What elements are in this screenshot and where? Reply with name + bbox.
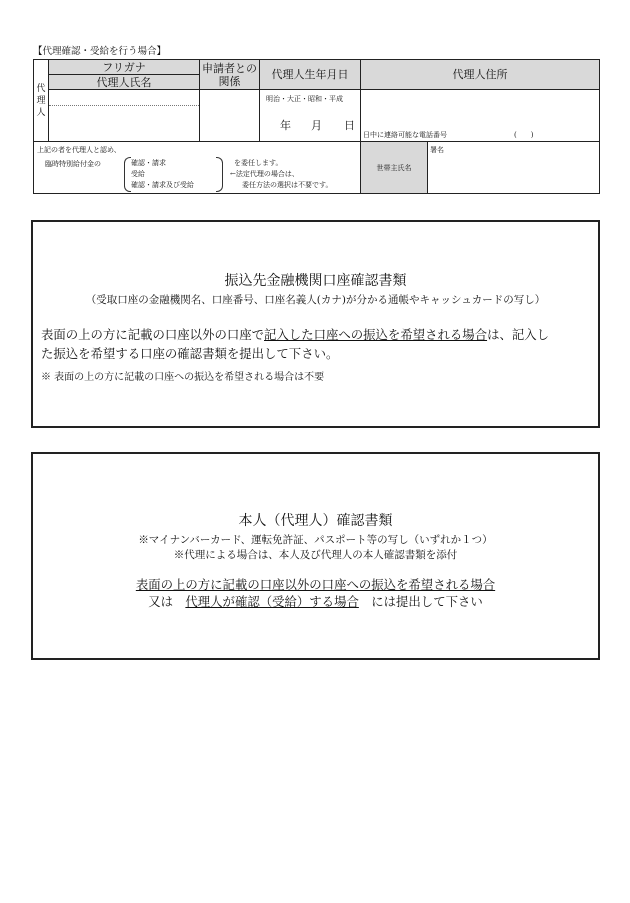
relation-header: 申請者との 関係 (200, 60, 260, 90)
bank-box-subtitle: （受取口座の金融機関名、口座番号、口座名義人(カナ)が分かる通帳やキャッシュカードの写し） (85, 294, 546, 306)
delegate-text: を委任します。 (234, 159, 283, 167)
option-confirm-request-receive[interactable]: 確認・請求及び受給 (131, 181, 194, 189)
id-box-line1: ※マイナンバーカード、運転免許証、パスポート等の写し（いずれか１つ） (138, 534, 493, 546)
birthdate-header: 代理人生年月日 (260, 60, 361, 90)
id-box-line3: 表面の上の方に記載の口座以外の口座への振込を希望される場合 (135, 577, 496, 592)
id-box-title: 本人（代理人）確認書類 (238, 513, 393, 529)
id-box-line4: 又は 代理人が確認（受給）する場合 には提出して下さい (148, 594, 483, 609)
option-confirm-request[interactable]: 確認・請求 (131, 159, 166, 167)
bank-box-note: ※ 表面の上の方に記載の口座への振込を希望される場合は不要 (41, 372, 325, 383)
delegation-intro: 上記の者を代理人と認め、 (37, 146, 121, 154)
householder-label: 世帯主氏名 (361, 142, 428, 194)
bank-box-body-line2: た振込を希望する口座の確認書類を提出して下さい。 (41, 346, 339, 361)
address-header: 代理人住所 (361, 60, 600, 90)
legal-agent-note-2: 委任方法の選択は不要です。 (242, 181, 333, 189)
birthdate-field[interactable]: 明治・大正・昭和・平成 年 月 日 (260, 90, 361, 142)
legal-agent-note-1: ←法定代理の場合は、 (230, 170, 299, 178)
phone-paren: ( ) (514, 131, 534, 139)
bank-box-title: 振込先金融機関口座確認書類 (224, 273, 407, 289)
delegation-cell (34, 142, 361, 194)
relation-field[interactable] (200, 90, 260, 142)
benefit-label: 臨時特別給付金の (45, 160, 101, 168)
agent-table (33, 59, 600, 194)
daytime-phone-label: 日中に連絡可能な電話番号 (363, 131, 447, 139)
agent-side-label: 代 理 人 (34, 60, 49, 142)
era-options: 明治・大正・昭和・平成 (266, 95, 343, 103)
signature-field[interactable] (428, 142, 600, 194)
agent-name-field[interactable] (49, 90, 200, 142)
name-header: 代理人氏名 (49, 75, 200, 90)
id-box-line2: ※代理による場合は、本人及び代理人の本人確認書類を添付 (173, 549, 458, 561)
section-title: 【代理確認・受給を行う場合】 (33, 46, 167, 57)
bank-box-body-line1: 表面の上の方に記載の口座以外の口座で記入した口座への振込を希望される場合は、記入し (41, 327, 550, 342)
signature-label: 署名 (430, 146, 444, 154)
furigana-header: フリガナ (49, 60, 200, 75)
bank-account-doc-box (31, 220, 600, 428)
address-field[interactable] (361, 90, 600, 142)
identity-doc-box (31, 452, 600, 660)
option-receive[interactable]: 受給 (131, 170, 145, 178)
